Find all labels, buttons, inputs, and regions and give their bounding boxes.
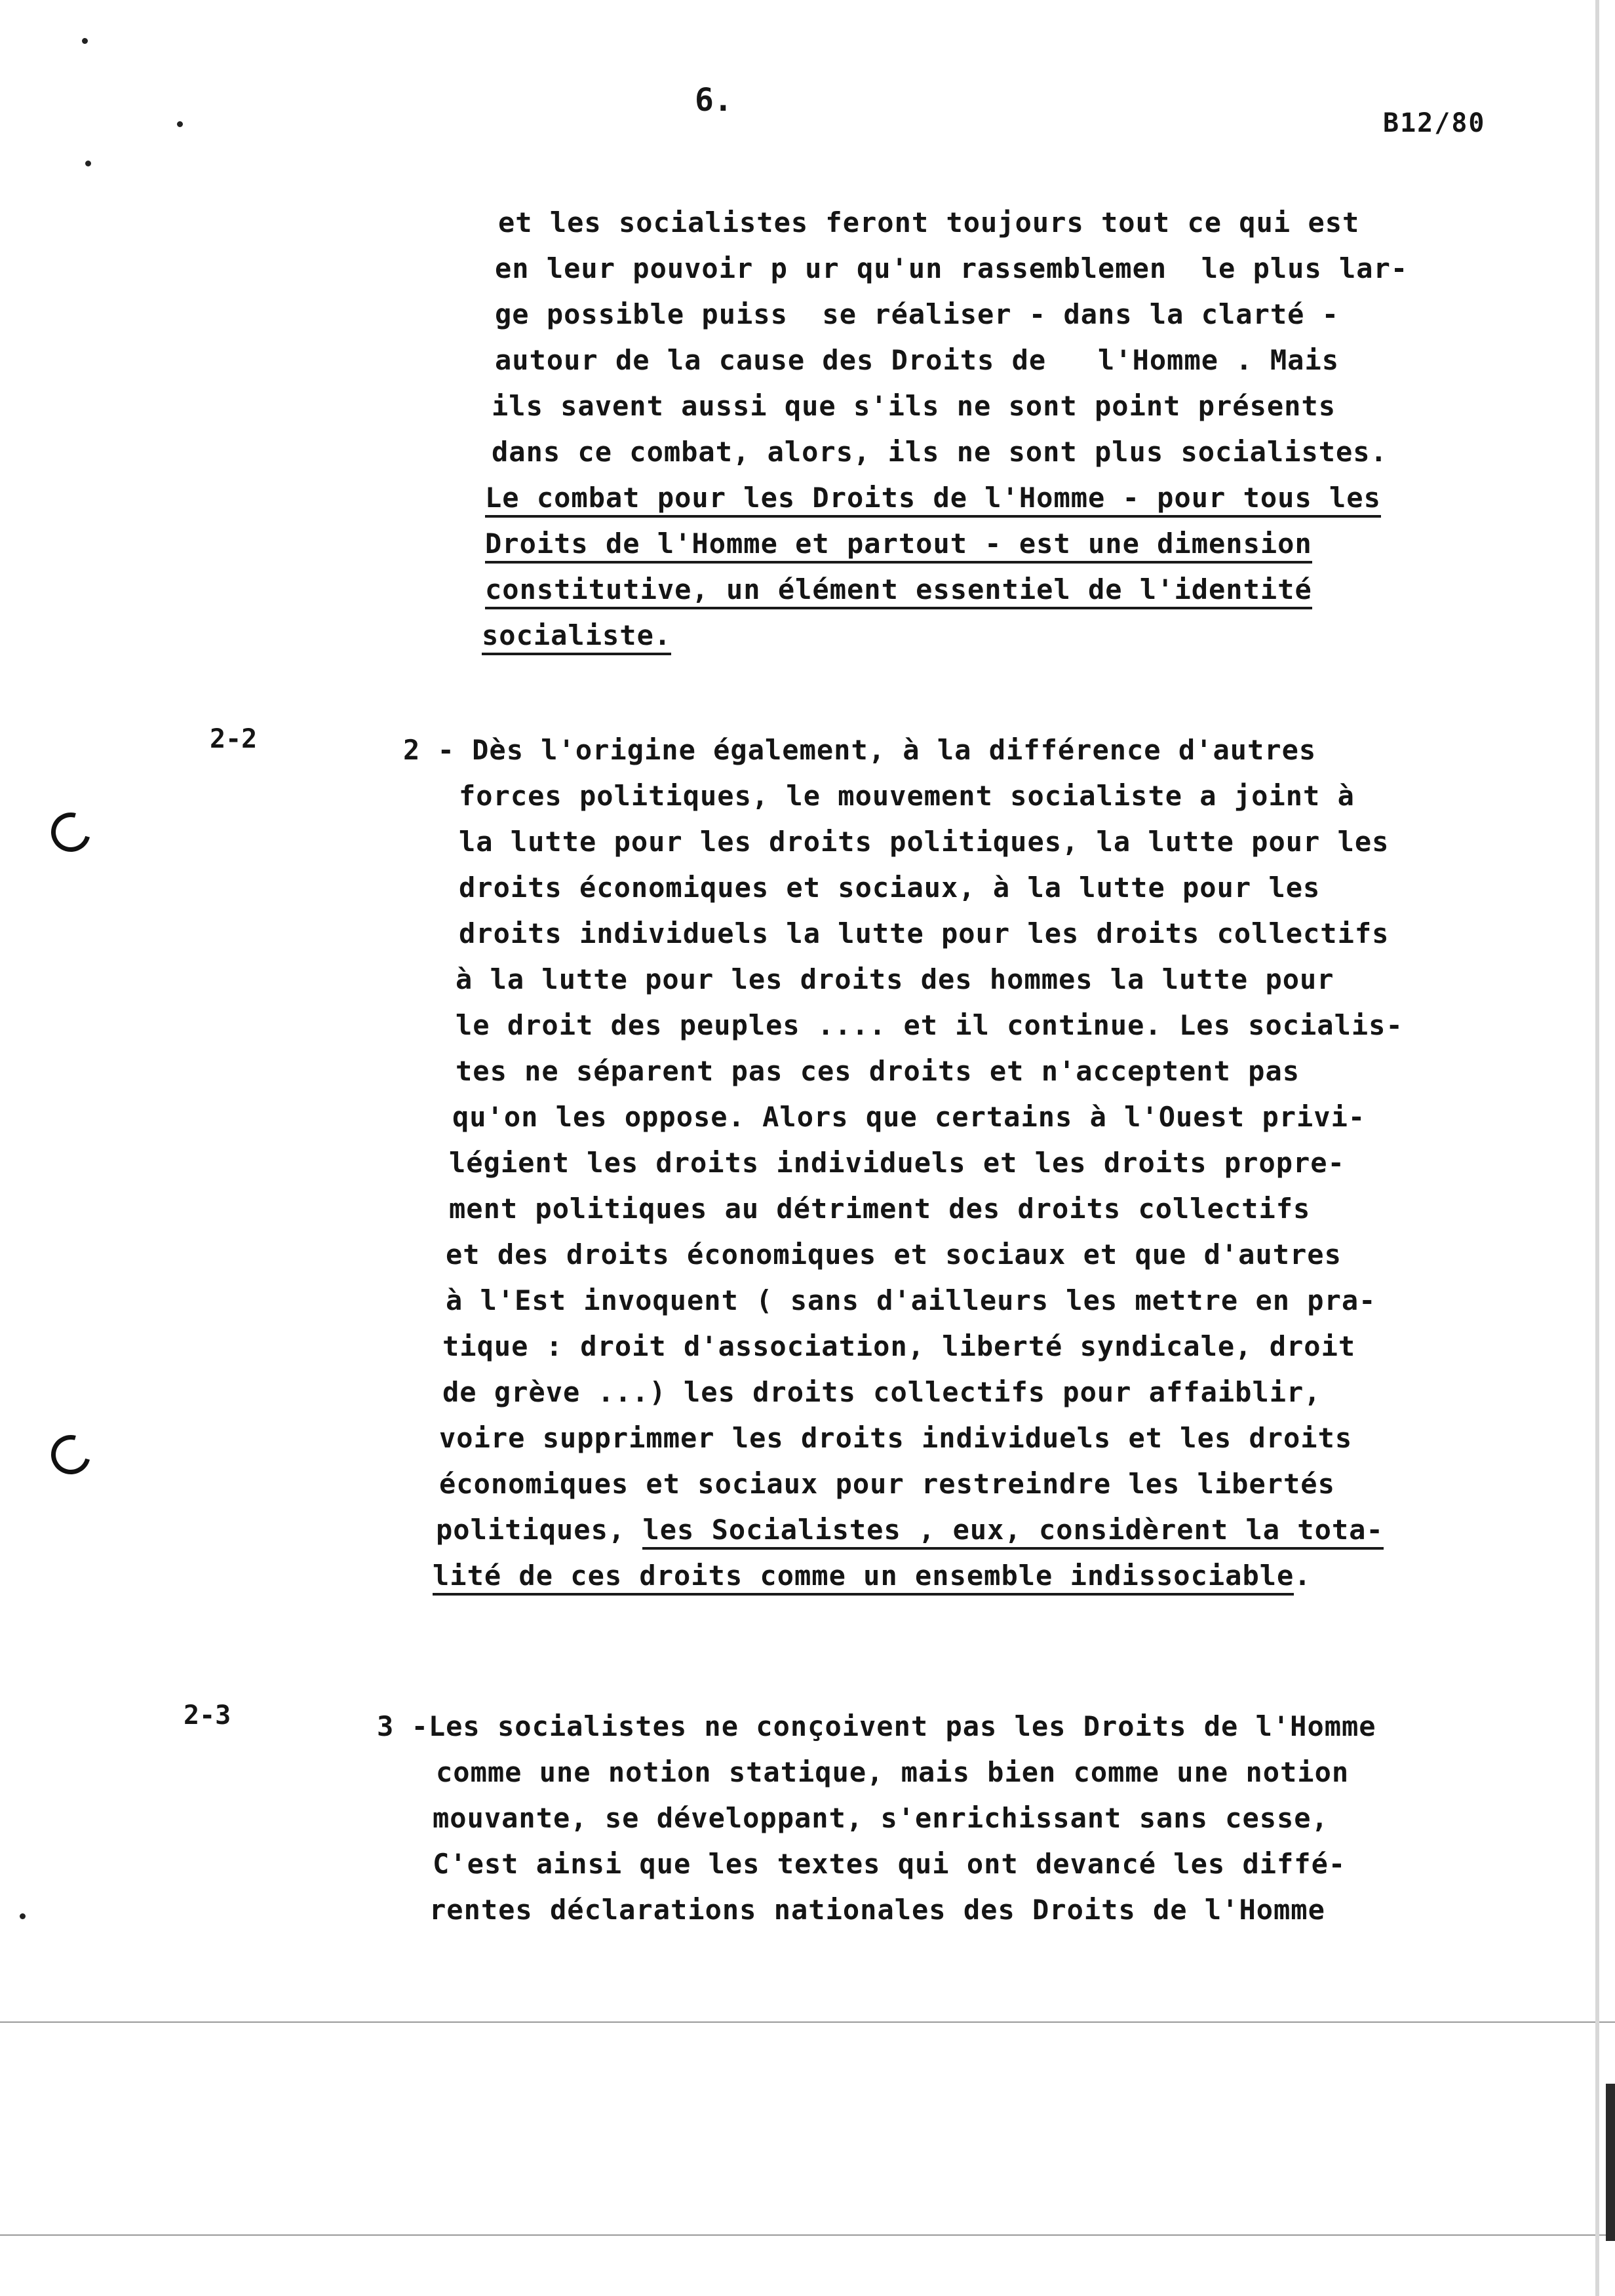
text-line: 2 - Dès l'origine également, à la différence d'autres bbox=[403, 734, 1317, 766]
underlined-line bbox=[485, 570, 1312, 609]
speck bbox=[82, 38, 88, 44]
text-line: forces politiques, le mouvement socialiste a joint à bbox=[459, 780, 1355, 812]
text-line: voire supprimmer les droits individuels et les droits bbox=[439, 1422, 1353, 1454]
text-line: légient les droits individuels et les droits propre- bbox=[449, 1147, 1345, 1179]
text-line: droits économiques et sociaux, à la lutte pour les bbox=[459, 871, 1321, 904]
page-number: 6. bbox=[695, 82, 733, 119]
text-line: économiques et sociaux pour restreindre les libertés bbox=[439, 1468, 1335, 1500]
fold-line bbox=[0, 2021, 1615, 2023]
text-line: et des droits économiques et sociaux et que d'autres bbox=[446, 1238, 1342, 1271]
text-line: à la lutte pour les droits des hommes la lutte pour bbox=[456, 963, 1334, 995]
underlined-text: les Socialistes , eux, considèrent la tota- bbox=[642, 1514, 1383, 1550]
text-line: en leur pouvoir p ur qu'un rassemblemen le plus lar- bbox=[495, 252, 1409, 284]
document-reference: B12/80 bbox=[1383, 108, 1486, 138]
section-label-2-3: 2-3 bbox=[184, 1700, 231, 1731]
underlined-text: Droits de l'Homme et partout - est une dimension bbox=[485, 527, 1312, 564]
text-line: rentes déclarations nationales des Droits de l'Homme bbox=[429, 1894, 1325, 1926]
text-line: ment politiques au détriment des droits collectifs bbox=[449, 1193, 1311, 1225]
text-line: ge possible puiss se réaliser - dans la clarté - bbox=[495, 298, 1340, 330]
text-line: 3 -Les socialistes ne conçoivent pas les Droits de l'Homme bbox=[377, 1710, 1376, 1742]
underlined-line bbox=[485, 478, 1381, 518]
text-line: autour de la cause des Droits de l'Homme . Mais bbox=[495, 344, 1340, 376]
speck bbox=[85, 161, 91, 166]
underlined-line bbox=[433, 1556, 1312, 1596]
text-line: à l'Est invoquent ( sans d'ailleurs les mettre en pra- bbox=[446, 1284, 1376, 1316]
fold-line bbox=[0, 2234, 1615, 2236]
speck bbox=[177, 121, 183, 127]
underlined-text: socialiste. bbox=[482, 619, 671, 655]
text-line: mouvante, se développant, s'enrichissant sans cesse, bbox=[433, 1802, 1329, 1834]
text-line: ils savent aussi que s'ils ne sont point présents bbox=[492, 390, 1336, 422]
page-edge bbox=[1595, 0, 1599, 2296]
text-line: tique : droit d'association, liberté syndicale, droit bbox=[442, 1330, 1356, 1362]
text-line: de grève ...) les droits collectifs pour affaiblir, bbox=[442, 1376, 1321, 1408]
speck bbox=[20, 1913, 26, 1919]
underlined-line bbox=[485, 524, 1312, 564]
text-line: droits individuels la lutte pour les droits collectifs bbox=[459, 917, 1390, 949]
punch-hole-mark bbox=[44, 805, 98, 859]
underlined-line bbox=[482, 616, 671, 655]
text-line: C'est ainsi que les textes qui ont devancé les diffé- bbox=[433, 1848, 1346, 1880]
text-line: le droit des peuples .... et il continue. Les socialis- bbox=[456, 1009, 1403, 1041]
section-label-2-2: 2-2 bbox=[210, 724, 258, 754]
text-segment: . bbox=[1294, 1559, 1312, 1592]
underlined-text: lité de ces droits comme un ensemble indissociable bbox=[433, 1559, 1294, 1596]
punch-hole-mark bbox=[44, 1428, 98, 1482]
text-segment: politiques, bbox=[436, 1514, 643, 1546]
page-edge-dark bbox=[1606, 2084, 1615, 2241]
text-line: la lutte pour les droits politiques, la lutte pour les bbox=[459, 826, 1390, 858]
text-line: qu'on les oppose. Alors que certains à l'Ouest privi- bbox=[452, 1101, 1366, 1133]
underlined-text: constitutive, un élément essentiel de l'identité bbox=[485, 573, 1312, 609]
mixed-line bbox=[436, 1510, 1384, 1550]
text-line: comme une notion statique, mais bien comme une notion bbox=[436, 1756, 1350, 1788]
text-line: tes ne séparent pas ces droits et n'acceptent pas bbox=[456, 1055, 1300, 1087]
text-line: et les socialistes feront toujours tout ce qui est bbox=[498, 206, 1360, 239]
underlined-text: Le combat pour les Droits de l'Homme - pour tous les bbox=[485, 482, 1381, 518]
text-line: dans ce combat, alors, ils ne sont plus socialistes. bbox=[492, 436, 1388, 468]
